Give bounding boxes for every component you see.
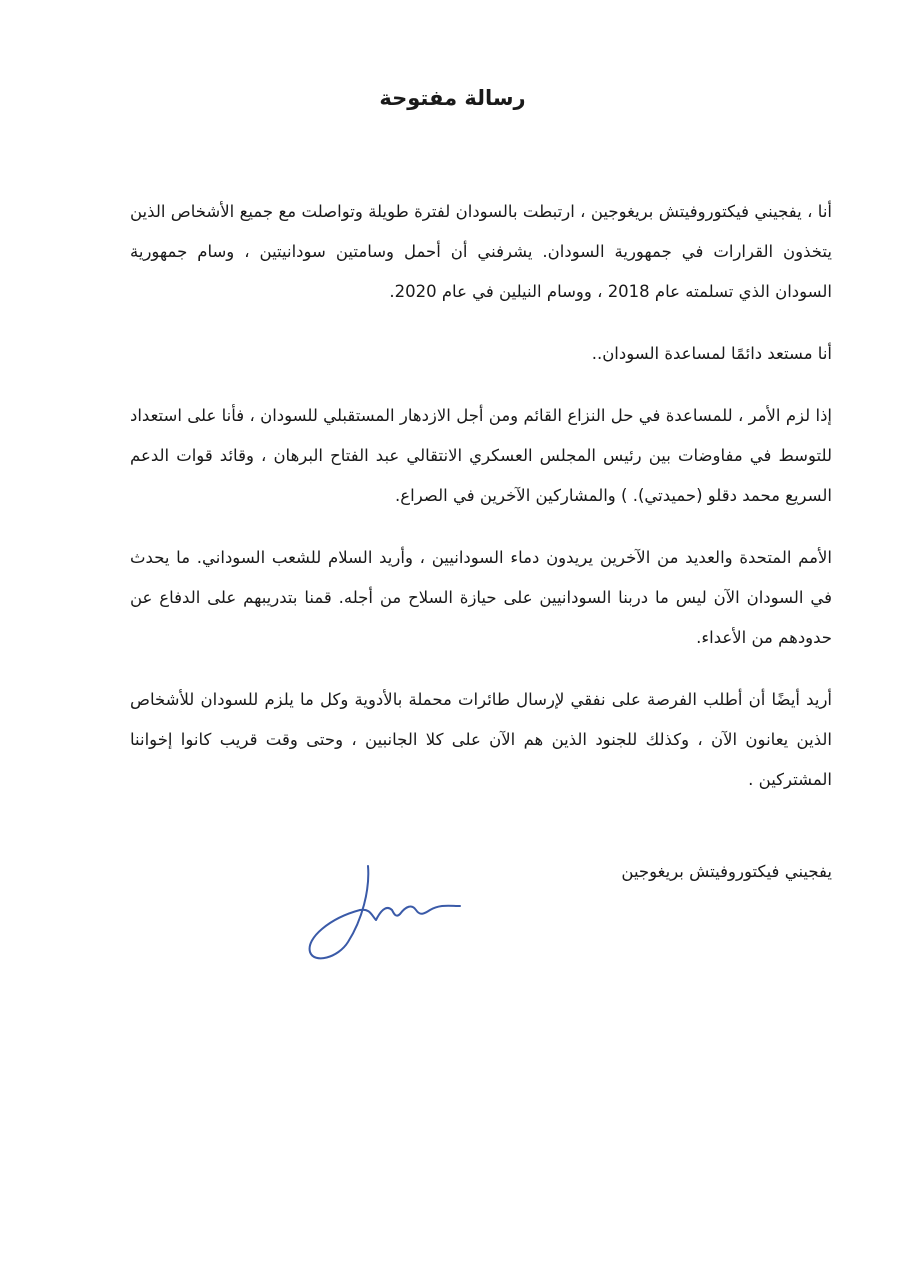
paragraph-ready: أنا مستعد دائمًا لمساعدة السودان..: [591, 344, 832, 363]
handwritten-signature: [300, 860, 470, 970]
paragraph-peace: الأمم المتحدة والعديد من الآخرين يريدون دماء السودانيين ، وأريد السلام للشعب السوداني. ما يحدث في السودان الآن ليس ما دربنا السودانيين على حيازة السلاح من أجله. قمنا بتدريبهم على الدفاع عن حدودهم من الأعداء.: [130, 548, 832, 647]
signature-stroke: [310, 866, 460, 958]
paragraph-intro: أنا ، يفجيني فيكتوروفيتش بريغوجين ، ارتبطت بالسودان لفترة طويلة وتواصلت مع جميع الأشخاص الذين يتخذون القرارات في جمهورية السودان. يشرفني أن أحمل وسامتين سودانيتين ، وسام جمهورية السودان الذي تسلمته عام 2018 ، ووسام النيلين في عام 2020.: [130, 202, 832, 301]
letter-title: رسالة مفتوحة: [379, 86, 526, 110]
paragraph-mediation: إذا لزم الأمر ، للمساعدة في حل النزاع القائم ومن أجل الازدهار المستقبلي للسودان ، فأنا على استعداد للتوسط في مفاوضات بين رئيس المجلس العسكري الانتقالي عبد الفتاح البرهان ، وقائد قوات الدعم السريع محمد دقلو (حميدتي). ) والمشاركين الآخرين في الصراع.: [130, 406, 832, 505]
paragraph-aid: أريد أيضًا أن أطلب الفرصة على نفقي لإرسال طائرات محملة بالأدوية وكل ما يلزم للسودان للأشخاص الذين يعانون الآن ، وكذلك للجنود الذين هم الآن على كلا الجانبين ، وحتى وقت قريب كانوا إخواننا المشتركين .: [130, 690, 832, 789]
letter-body: [130, 192, 832, 822]
signer-name: يفجيني فيكتوروفيتش بريغوجين: [621, 862, 832, 881]
